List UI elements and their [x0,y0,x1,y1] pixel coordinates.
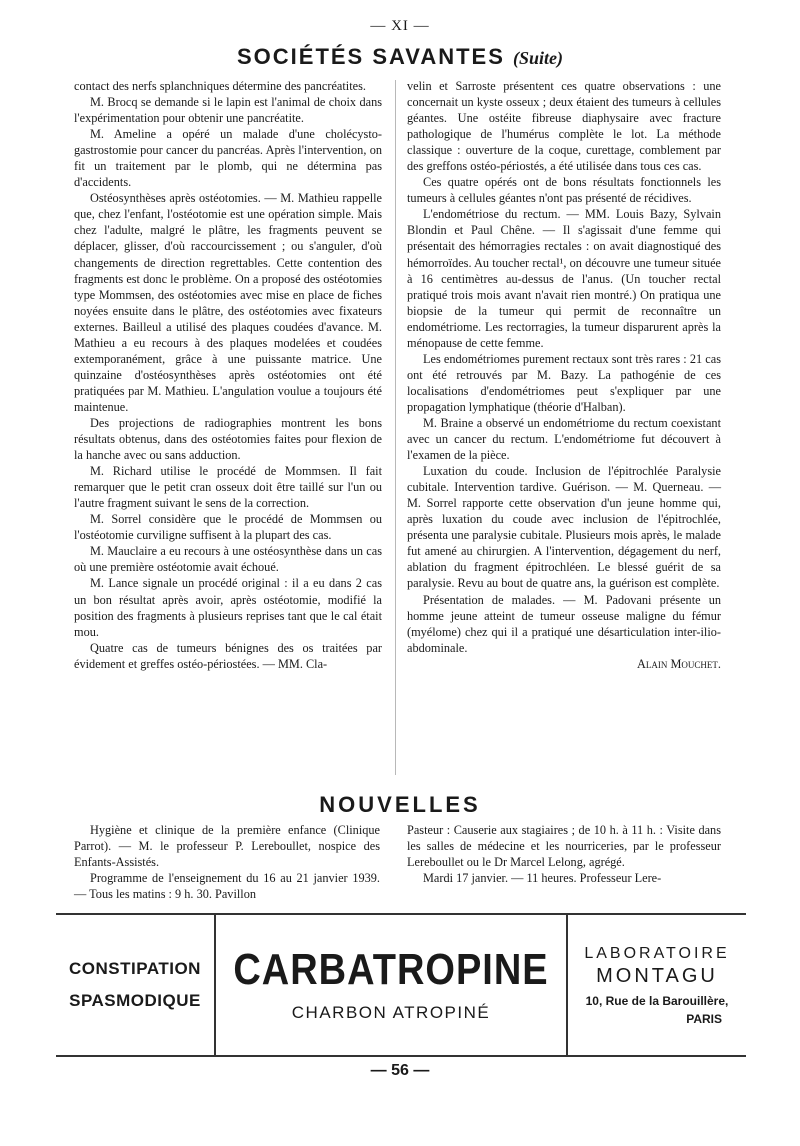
ad-indication-panel [56,915,216,1055]
ad-brand-subtitle: CHARBON ATROPINÉ [291,1003,491,1022]
paragraph: M. Richard utilise le procédé de Mommsen. Il fait remarquer que le petit cran osseux doit être taillé sur l'un ou l'autre fragment suivant le sens de la correction. [74,464,382,511]
ad-indication-line2: SPASMODIQUE [69,991,201,1010]
news-paragraph: Hygiène et clinique de la première enfance (Clinique Parrot). — M. le professeur P. Lereboullet, nospice des Enfants-Assistés. [74,823,380,870]
column-divider [395,80,396,775]
left-column [74,78,382,672]
ad-indication-line1: CONSTIPATION [69,959,201,978]
paragraph: Présentation de malades. — M. Padovani présente un homme jeune atteint de tumeur osseuse maligne du fémur (myélome) chez qui il a pratiqué une désarticulation inter-ilio-abdominale. [407,592,721,655]
ad-lab-line2: MONTAGU [596,964,718,987]
nouvelles-heading: NOUVELLES [319,792,481,817]
news-paragraph: Mardi 17 janvier. — 11 heures. Professeur Lere- [423,871,662,886]
ad-brand-name: CARBATROPINE [233,945,549,995]
advertisement [56,913,746,1057]
paragraph: M. Lance signale un procédé original : il a eu dans 2 cas un bon résultat après avoir, après ostéotomie, modifié la position des fragments à plusieurs reprises tant que le cal était mou. [74,576,382,639]
news-paragraph: Programme de l'enseignement du 16 au 21 janvier 1939. — Tous les matins : 9 h. 30. Pavillon [74,871,380,902]
section-title-suite: (Suite) [513,48,564,68]
author-signature: Alain Mouchet. [637,656,721,671]
paragraph: Des projections de radiographies montrent les bons résultats obtenus, dans des ostéotomies faites pour flexion de la hanche avec ou sans adduction. [74,415,382,463]
news-paragraph: Pasteur : Causerie aux stagiaires ; de 10 h. à 11 h. : Visite dans les salles de médecine et les nourriceries, par le professeur Lereboullet ou le Dr Marcel Lelong, agrégé. [407,823,721,870]
nouvelles-left-column [74,822,380,902]
paragraph: M. Mauclaire a eu recours à une ostéosynthèse dans un cas où une première ostéotomie avait échoué. [74,544,382,575]
roman-page-number: — XI — [370,18,430,34]
section-title-text: SOCIÉTÉS SAVANTES [236,44,505,69]
ad-brand-panel [216,915,568,1055]
paragraph: M. Sorrel considère que le procédé de Mommsen ou l'ostéotomie curviligne suffisent à la plupart des cas. [74,512,382,543]
section-title [0,44,800,70]
page-number: — 56 — [370,1062,430,1079]
nouvelles-right-column [407,822,721,886]
paragraph: M. Braine a observé un endométriome du rectum coexistant avec un cancer du rectum. L'endométriome fut découvert à l'examen de la pièce. [407,415,721,463]
paragraph: Ostéosynthèses après ostéotomies. — M. Mathieu rappelle que, chez l'enfant, l'ostéotomie est une opération simple. Mais chez l'adulte, malgré le plâtre, les fragments peuvent se déplacer, glisser, d'où raccourcissement ; ou s'anguler, d'où changements de direction regrettables. Cette contention des fragments est donc le problème. On a proposé des ostéotomies type Mommsen, des ostéotomies avec mise en place de fiches noyées ensuite dans le plâtre, des ostéotomies avec fixateurs externes. Bailleul a utilisé des plaques coudées d'avance. M. Mathieu a eu recours à des plaques modelées et coudées extemporanément, grâce à une puissante matrice. Une quinzaine d'ostéosynthèses après ostéotomies ont été pratiquées par M. Mathieu. L'angulation voulue a toujours été maintenue. [74,191,382,414]
ad-lab-address: 10, Rue de la Barouillère, [585,993,729,1008]
paragraph-heading: Quatre cas de tumeurs bénignes des os traitées par évidement et greffes ostéo-périostées. — MM. Cla- [74,640,382,671]
paragraph: contact des nerfs splanchniques détermine des pancréatites. [74,79,366,93]
paragraph: Luxation du coude. Inclusion de l'épitrochlée Paralysie cubitale. Intervention tardive. Guérison. — M. Querneau. — M. Sorrel rapporte cette observation d'un jeune homme qui, après luxation du coude avec inclusion de l'épitrochlée, présenta une paralysie cubitale. Plusieurs mois après, le malade fut amené au chirurgien. A l'intervention, dégagement du nerf, ablation du fragment épitrochléen. Le blessé guérit de sa paralysie. Revu au bout de quatre ans, la guérison est complète. [407,464,721,591]
paragraph: M. Brocq se demande si le lapin est l'animal de choix dans l'expérimentation pour obtenir une pancréatite. [74,95,382,126]
paragraph: velin et Sarroste présentent ces quatre observations : une concernait un kyste osseux ; deux étaient des tumeurs à cellules géantes. Une ostéite fibreuse diaphysaire avec fracture pathologique de l'humérus complète le lot. La méthode classique : ouverture de la coque, curettage, comblement par des greffons ostéo-périostés, a été utilisée dans tous ces cas. [407,79,721,174]
ad-lab-line1: LABORATOIRE [584,944,730,962]
ad-lab-city: PARIS [686,1011,722,1026]
paragraph: L'endométriose du rectum. — MM. Louis Bazy, Sylvain Blondin et Paul Chêne. — Il s'agissait d'une femme qui présentait des hémorragies rectales : on avait diagnostiqué des hémorroïdes. Au toucher rectal¹, on découvre une tumeur située à 16 centimètres au-dessus de l'anus. (Un toucher rectal pratiqué trois mois avant n'avait rien montré.) On pratiqua une biopsie de la tumeur qui permit de reconnaître un endométriome. Les rectorragies, la tumeur disparurent après la ménopause de cette femme. [407,207,721,350]
right-column [407,78,721,672]
paragraph: Les endométriomes purement rectaux sont très rares : 21 cas ont été retrouvés par M. Bazy. La pathogénie de ces localisations d'endométriomes peut s'expliquer par une propagation lymphatique (théorie d'Halban). [407,351,721,414]
paragraph: Ces quatre opérés ont de bons résultats fonctionnels les tumeurs à cellules géantes n'ont pas présenté de récidives. [407,175,721,206]
ad-laboratory-panel [568,915,746,1055]
paragraph: M. Ameline a opéré un malade d'une cholécysto-gastrostomie pour cancer du pancréas. Après l'intervention, on fit un traitement par le plomb, qui ne détermina pas d'accidents. [74,127,382,190]
